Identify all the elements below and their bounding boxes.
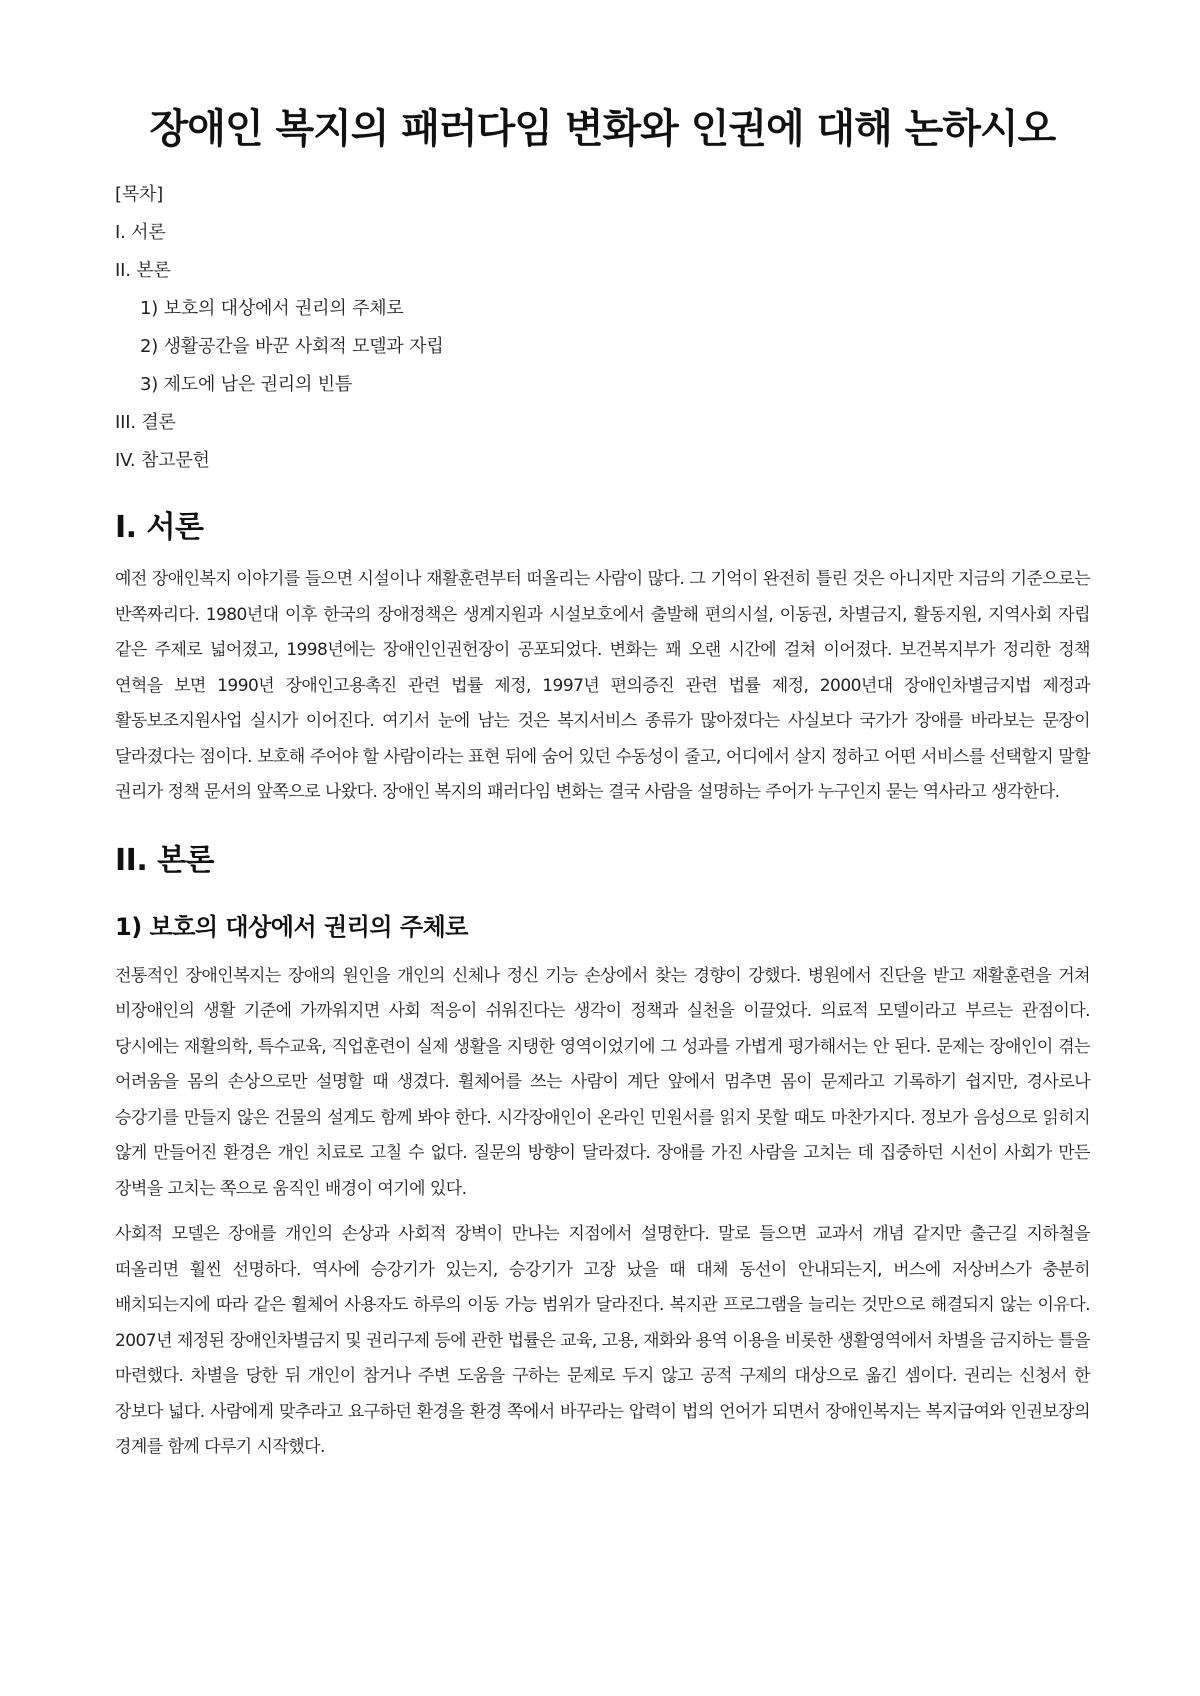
- toc-item-references: IV. 참고문헌: [115, 450, 210, 471]
- toc-item-body-3: 3) 제도에 남은 권리의 빈틈: [140, 374, 353, 395]
- subsection-1-paragraph-2: 사회적 모델은 장애를 개인의 손상과 사회적 장벽이 만나는 지점에서 설명한다. 말로 들으면 교과서 개념 같지만 출근길 지하철을 떠올리면 훨씬 선명하다. 역사에 승강기가 있는지, 승강기가 고장 났을 때 대체 동선이 안내되는지, 버스에 저상버스가 충분히 배치되는지에 따라 같은 휠체어 사용자도 하루의 이동 가능 범위가 달라진다. 복지관 프로그램을 늘리는 것만으로 해결되지 않는 이유다. 2007년 제정된 장애인차별금지 및 권리구제 등에 관한 법률은 교육, 고용, 재화와 용역 이용을 비롯한 생활영역에서 차별을 금지하는 틀을 마련했다. 차별을 당한 뒤 개인이 참거나 주변 도움을 구하는 문제로 두지 않고 공적 구제의 대상으로 옮긴 셈이다. 권리는 신청서 한 장보다 넓다. 사람에게 맞추라고 요구하던 환경을 환경 쪽에서 바꾸라는 압력이 법의 언어가 되면서 장애인복지는 복지급여와 인권보장의 경계를 함께 다루기 시작했다.: [115, 1224, 1090, 1457]
- toc-item-body-1: 1) 보호의 대상에서 권리의 주체로: [140, 298, 404, 319]
- document-title: 장애인 복지의 패러다임 변화와 인권에 대해 논하시오: [149, 106, 1056, 152]
- intro-heading: I. 서론: [115, 510, 204, 545]
- toc-heading: [목차]: [115, 184, 164, 205]
- intro-paragraph: 예전 장애인복지 이야기를 들으면 시설이나 재활훈련부터 떠올리는 사람이 많다. 그 기억이 완전히 틀린 것은 아니지만 지금의 기준으로는 반쪽짜리다. 1980년대 이후 한국의 장애정책은 생계지원과 시설보호에서 출발해 편의시설, 이동권, 차별금지, 활동지원, 지역사회 자립 같은 주제로 넓어졌고, 1998년에는 장애인인권헌장이 공포되었다. 변화는 꽤 오랜 시간에 걸쳐 이어졌다. 보건복지부가 정리한 정책 연혁을 보면 1990년 장애인고용촉진 관련 법률 제정, 1997년 편의증진 관련 법률 제정, 2000년대 장애인차별금지법 제정과 활동보조지원사업 실시가 이어진다. 여기서 눈에 남는 것은 복지서비스 종류가 많아졌다는 사실보다 국가가 장애를 바라보는 문장이 달라졌다는 점이다. 보호해 주어야 할 사람이라는 표현 뒤에 숨어 있던 수동성이 줄고, 어디에서 살지 정하고 어떤 서비스를 선택할지 말할 권리가 정책 문서의 앞쪽으로 나왔다. 장애인 복지의 패러다임 변화는 결국 사람을 설명하는 주어가 누구인지 묻는 역사라고 생각한다.: [115, 569, 1090, 802]
- subsection-1-heading: 1) 보호의 대상에서 권리의 주체로: [115, 912, 468, 941]
- toc-item-body-2: 2) 생활공간을 바꾼 사회적 모델과 자립: [140, 336, 444, 357]
- body-heading: II. 본론: [115, 842, 215, 878]
- subsection-1-paragraph-1: 전통적인 장애인복지는 장애의 원인을 개인의 신체나 정신 기능 손상에서 찾는 경향이 강했다. 병원에서 진단을 받고 재활훈련을 거쳐 비장애인의 생활 기준에 가까워지면 사회 적응이 쉬워진다는 생각이 정책과 실천을 이끌었다. 의료적 모델이라고 부르는 관점이다. 당시에는 재활의학, 특수교육, 직업훈련이 실제 생활을 지탱한 영역이었기에 그 성과를 가볍게 평가해서는 안 된다. 문제는 장애인이 겪는 어려움을 몸의 손상으로만 설명할 때 생겼다. 휠체어를 쓰는 사람이 계단 앞에서 멈추면 몸이 문제라고 기록하기 쉽지만, 경사로나 승강기를 만들지 않은 건물의 설계도 함께 봐야 한다. 시각장애인이 온라인 민원서를 읽지 못할 때도 마찬가지다. 정보가 음성으로 읽히지 않게 만들어진 환경은 개인 치료로 고칠 수 없다. 질문의 방향이 달라졌다. 장애를 가진 사람을 고치는 데 집중하던 시선이 사회가 만든 장벽을 고치는 쪽으로 움직인 배경이 여기에 있다.: [115, 965, 1090, 1199]
- toc-item-body: II. 본론: [115, 260, 171, 281]
- toc-item-conclusion: III. 결론: [115, 412, 176, 433]
- toc-item-intro: I. 서론: [115, 222, 166, 243]
- table-of-contents: [115, 176, 1090, 480]
